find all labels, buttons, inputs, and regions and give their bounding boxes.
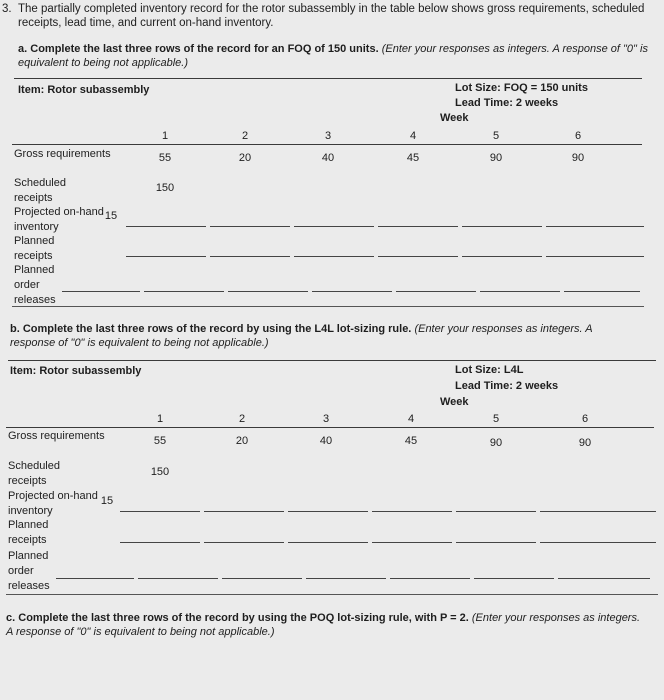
part-b-item: Item: Rotor subassembly	[10, 365, 142, 377]
part-b-lot-size: Lot Size: L4L	[455, 364, 524, 376]
part-b-releases-input-7[interactable]	[558, 578, 650, 579]
part-a-releases-input-5[interactable]	[396, 291, 476, 292]
part-a-row-gross: Gross requirements	[14, 148, 111, 160]
part-c-instruction: Complete the last three rows of the record by using the POQ lot-sizing rule, with P = 2.	[18, 612, 469, 624]
part-a-releases-input-1[interactable]	[62, 291, 140, 292]
part-a-gross-2: 20	[238, 152, 252, 164]
part-a-gross-4: 45	[406, 152, 420, 164]
part-a-label: a.	[18, 43, 28, 55]
part-c-label: c.	[6, 612, 16, 624]
part-a-projected-input-2[interactable]	[210, 226, 290, 227]
part-a-lot-size: Lot Size: FOQ = 150 units	[455, 82, 588, 94]
part-b-row-scheduled: Scheduled receipts	[8, 460, 60, 487]
question-number: 3.	[2, 3, 12, 15]
part-a-receipts-input-5[interactable]	[462, 256, 542, 257]
part-b-week-1: 1	[156, 413, 164, 425]
part-b-releases-input-3[interactable]	[222, 578, 302, 579]
part-a-prompt	[18, 42, 648, 70]
part-a-receipts-input-1[interactable]	[126, 256, 206, 257]
question-intro: The partially completed inventory record for the rotor subassembly in the table below shows gross requirements, scheduled receipts, lead time, and current on-hand inventory.	[18, 3, 645, 29]
part-b-row-projected: Projected on-hand inventory	[8, 490, 98, 517]
part-a-note: (Enter your responses as integers. A response of "0" is equivalent to being not applicable.)	[18, 43, 648, 69]
part-a-week-6: 6	[574, 130, 582, 142]
part-b-gross-3: 40	[319, 435, 333, 447]
part-b-projected-input-5[interactable]	[456, 511, 536, 512]
part-b-instruction: Complete the last three rows of the record by using the L4L lot-sizing rule.	[22, 323, 412, 335]
part-a-week-3: 3	[324, 130, 332, 142]
part-b-week-3: 3	[322, 413, 330, 425]
part-b-projected-input-4[interactable]	[372, 511, 452, 512]
part-a-instruction: Complete the last three rows of the record for an FOQ of 150 units.	[30, 43, 379, 55]
part-a-lead-time: Lead Time: 2 weeks	[455, 97, 559, 109]
part-c-note: (Enter your responses as integers. A response of "0" is equivalent to being not applicable.)	[6, 612, 641, 638]
part-b-label: b.	[10, 323, 20, 335]
part-a-receipts-input-4[interactable]	[378, 256, 458, 257]
part-b-releases-input-1[interactable]	[56, 578, 134, 579]
part-b-lead-time: Lead Time: 2 weeks	[455, 380, 559, 392]
part-a-releases-input-2[interactable]	[144, 291, 224, 292]
part-a-receipts-input-6[interactable]	[546, 256, 644, 257]
part-a-projected-input-4[interactable]	[378, 226, 458, 227]
part-a-on-hand: 15	[104, 210, 118, 222]
part-b-releases-input-5[interactable]	[390, 578, 470, 579]
part-a-row-scheduled: Scheduled receipts	[14, 177, 66, 204]
part-a-releases-input-7[interactable]	[564, 291, 640, 292]
part-b-week-5: 5	[492, 413, 500, 425]
part-b-releases-input-4[interactable]	[306, 578, 386, 579]
part-a-week-5: 5	[492, 130, 500, 142]
part-b-receipts-input-1[interactable]	[120, 542, 200, 543]
part-b-projected-input-1[interactable]	[120, 511, 200, 512]
part-b-row-gross: Gross requirements	[8, 430, 105, 442]
part-b-week-4: 4	[407, 413, 415, 425]
part-a-gross-6: 90	[571, 152, 585, 164]
part-b-gross-1: 55	[153, 435, 167, 447]
part-b-row-planned-receipts: Planned receipts	[8, 519, 49, 546]
part-a-projected-input-6[interactable]	[546, 226, 644, 227]
part-b-receipts-input-3[interactable]	[288, 542, 368, 543]
part-a-projected-input-1[interactable]	[126, 226, 206, 227]
part-c-prompt	[6, 611, 646, 639]
part-b-gross-2: 20	[235, 435, 249, 447]
part-b-row-planned-releases: Planned order releases	[8, 550, 50, 592]
part-a-row-planned-receipts: Planned receipts	[14, 235, 55, 262]
part-a-receipts-input-2[interactable]	[210, 256, 290, 257]
part-b-receipts-input-5[interactable]	[456, 542, 536, 543]
part-a-row-planned-releases: Planned order releases	[14, 264, 56, 306]
part-a-week-1: 1	[161, 130, 169, 142]
part-b-week-6: 6	[581, 413, 589, 425]
part-a-gross-1: 55	[158, 152, 172, 164]
part-a-scheduled-1: 150	[155, 182, 175, 194]
part-b-receipts-input-2[interactable]	[204, 542, 284, 543]
part-a-releases-input-6[interactable]	[480, 291, 560, 292]
part-a-week-label: Week	[440, 112, 469, 124]
part-a-projected-input-3[interactable]	[294, 226, 374, 227]
part-b-projected-input-6[interactable]	[540, 511, 656, 512]
part-b-gross-5: 90	[489, 437, 503, 449]
part-b-gross-4: 45	[404, 435, 418, 447]
part-a-releases-input-3[interactable]	[228, 291, 308, 292]
part-b-releases-input-6[interactable]	[474, 578, 554, 579]
part-b-week-label: Week	[440, 396, 469, 408]
part-b-receipts-input-6[interactable]	[540, 542, 656, 543]
part-a-week-4: 4	[409, 130, 417, 142]
part-a-projected-input-5[interactable]	[462, 226, 542, 227]
part-a-gross-3: 40	[321, 152, 335, 164]
part-a-row-projected: Projected on-hand inventory	[14, 206, 104, 233]
part-a-item: Item: Rotor subassembly	[18, 84, 150, 96]
part-b-receipts-input-4[interactable]	[372, 542, 452, 543]
part-b-projected-input-2[interactable]	[204, 511, 284, 512]
part-b-week-2: 2	[238, 413, 246, 425]
part-b-releases-input-2[interactable]	[138, 578, 218, 579]
part-a-gross-5: 90	[489, 152, 503, 164]
part-b-gross-6: 90	[578, 437, 592, 449]
part-b-on-hand: 15	[100, 495, 114, 507]
part-b-projected-input-3[interactable]	[288, 511, 368, 512]
part-b-scheduled-1: 150	[150, 466, 170, 478]
part-a-week-2: 2	[241, 130, 249, 142]
part-a-receipts-input-3[interactable]	[294, 256, 374, 257]
part-b-prompt	[10, 322, 630, 350]
part-b-note: (Enter your responses as integers. A response of "0" is equivalent to being not applicable.)	[10, 323, 593, 349]
part-a-releases-input-4[interactable]	[312, 291, 392, 292]
